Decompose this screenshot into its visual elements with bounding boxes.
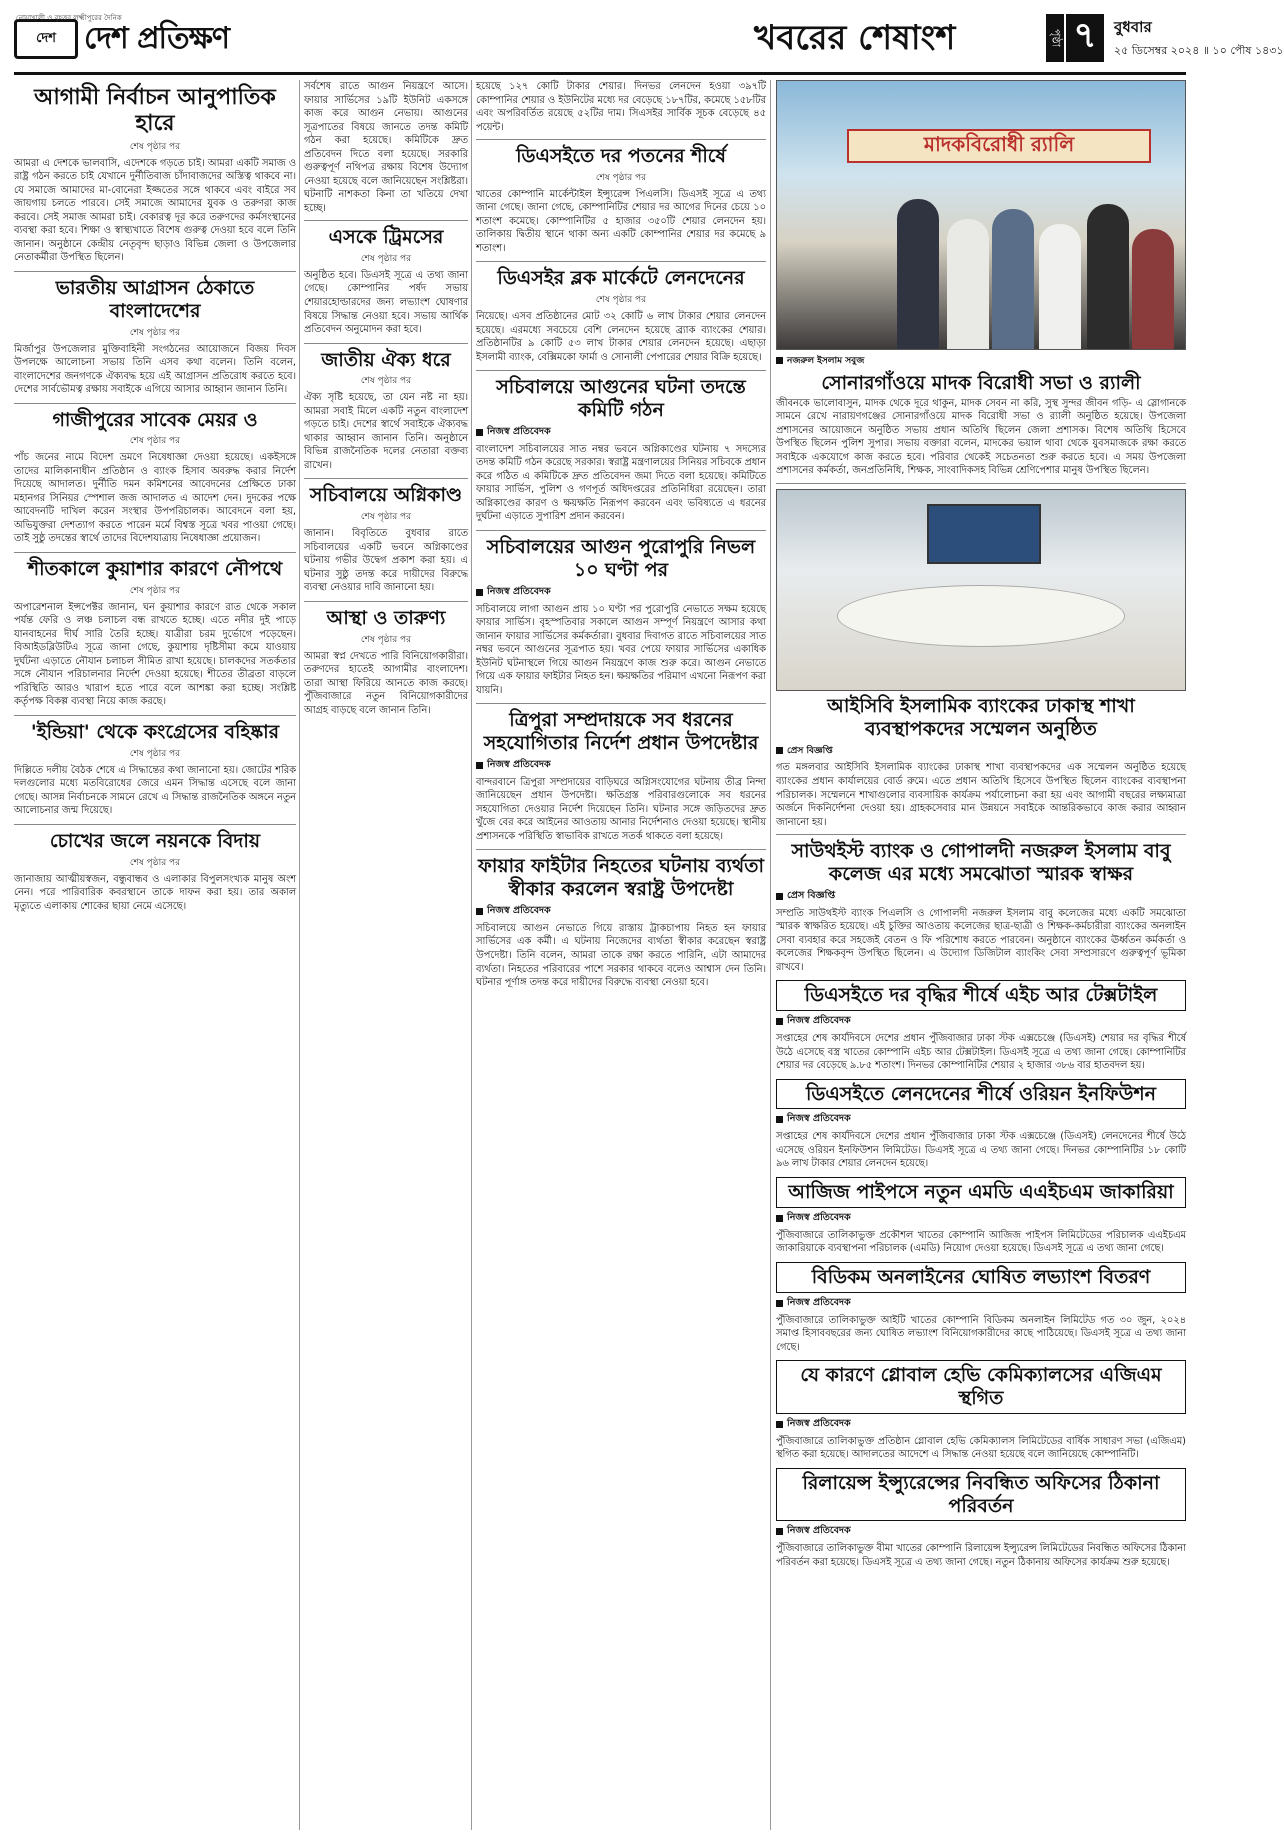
column-divider [770, 80, 771, 1830]
logo-tagline: নোয়াখালী ও বৃহত্তর লক্ষ্মীপুরের দৈনিক [16, 14, 122, 22]
rally-photo [776, 80, 1186, 350]
person-figure [1132, 229, 1174, 349]
rally-banner: মাদকবিরোধী র‍্যালি [847, 129, 1151, 163]
photo-credit [776, 353, 1186, 368]
article-body: আমরা এ দেশকে ভালবাসি, এদেশকে গড়তে চাই। আমরা একটি সমাজ ও রাষ্ট্র গঠন করতে চাই যেখানে দুর্নীতিবাজ চাঁদাবাজদের অস্তিত্ব থাকবে না। যে সমাজে আমাদের মা-বোনেরা ইজ্জতের সঙ্গে থাকবে এবং বাইরে সব জায়গায় চলতে পারবে। সেই সমাজে আমাদের যুবক ও তরুণরা কাজ করবে। সেই সমাজ আমরা চাই। বেকারত্ব দূর করে তরুণদের কর্মসংস্থানের ব্যবস্থা করা হবে। শিক্ষা ও স্বাস্থ্যখাতে বিশেষ গুরুত্ব দেওয়া হবে বলে তিনি জানান। অনুষ্ঠানে কেন্দ্রীয় নেতৃবৃন্দ ছাড়াও বিভিন্ন জেলা ও উপজেলার নেতাকর্মীরা উপস্থিত ছিলেন। [14, 157, 296, 264]
column-divider [299, 80, 300, 1830]
bullet-icon [776, 1018, 783, 1025]
article-body: পুঁজিবাজারে তালিকাভুক্ত আইটি খাতের কোম্পানি বিডিকম অনলাইন লিমিটেড গত ৩০ জুন, ২০২৪ সমাপ্ত হিসাববছরের জন্য ঘোষিত লভ্যাংশ বিনিয়োগকারীদের কাছে পাঠিয়েছে। ডিএসই সূত্রে এ তথ্য জানা গেছে। [776, 1314, 1186, 1353]
byline-text: নিজস্ব প্রতিবেদক [787, 1525, 851, 1537]
divider [776, 834, 1186, 835]
projector-screen [927, 504, 1041, 564]
person-figure [1039, 224, 1081, 349]
headline: সাউথইস্ট ব্যাংক ও গোপালদী নজরুল ইসলাম বাবু কলেজ এর মধ্যে সমঝোতা স্মারক স্বাক্ষর [791, 840, 1171, 885]
divider [476, 703, 766, 704]
divider [476, 139, 766, 140]
divider [14, 715, 296, 716]
continued-label: শেষ পৃষ্ঠার পর [129, 141, 181, 152]
article-body: মির্জাপুর উপজেলার মুক্তিবাহিনী সংগঠনের আয়োজনে বিজয় দিবস উপলক্ষে আলোচনা সভায় তিনি এসব কথা বলেন। তিনি বলেন, বাংলাদেশের জনগণকে ঐক্যবদ্ধ হয়ে এই আগ্রাসন প্রতিরোধ করতে হবে। দেশের সার্বভৌমত্ব রক্ষায় সবাইকে এগিয়ে আসার আহ্বান জানান তিনি। [14, 343, 296, 396]
headline: ডিএসইর ব্লক মার্কেটে লেনদেনের [497, 267, 745, 290]
masthead [14, 10, 1284, 75]
newspaper-logo [14, 14, 229, 64]
article-body: জীবনকে ভালোবাসুন, মাদক থেকে দূরে থাকুন, মাদক সেবন না করি, সুস্থ সুন্দর জীবন গড়ি- এ স্লোগানকে সামনে রেখে নারায়ণগঞ্জের সোনারগাঁওয়ে মাদক বিরোধী সভা ও র‍্যালী অনুষ্ঠিত হয়েছে। উপজেলা প্রশাসনের আয়োজনে অনুষ্ঠিত সভায় প্রধান অতিথি ছিলেন জেলা প্রশাসক। বিশেষ অতিথি হিসেবে উপস্থিত ছিলেন পুলিশ সুপার। সভায় বক্তারা বলেন, মাদকের ভয়াল থাবা থেকে যুবসমাজকে রক্ষা করতে সবাইকে একযোগে কাজ করতে হবে। পরিবার থেকেই সচেতনতা শুরু করতে হবে। এ সময় উপজেলা প্রশাসনের কর্মকর্তা, জনপ্রতিনিধি, শিক্ষক, সাংবাদিকসহ বিভিন্ন শ্রেণিপেশার মানুষ উপস্থিত ছিলেন। [776, 397, 1186, 477]
headline: ভারতীয় আগ্রাসন ঠেকাতে বাংলাদেশের [55, 276, 255, 322]
person-figure [947, 219, 989, 349]
headline: ফায়ার ফাইটার নিহতের ঘটনায় ব্যর্থতা স্বীকার করলেন স্বরাষ্ট্র উপদেষ্টা [478, 855, 764, 901]
article [14, 409, 296, 546]
continued-label: শেষ পৃষ্ঠার পর [129, 436, 181, 447]
headline: ডিএসইতে লেনদেনের শীর্ষে ওরিয়ন ইনফিউশন [776, 1079, 1186, 1110]
article-body: বাংলাদেশ সচিবালয়ের সাত নম্বর ভবনে অগ্নিকাণ্ডের ঘটনায় ৭ সদস্যের তদন্ত কমিটি গঠন করেছে সরকার। স্বরাষ্ট্র মন্ত্রণালয়ের সিনিয়র সচিবকে প্রধান করে গঠিত এ কমিটিকে দ্রুত প্রতিবেদন জমা দিতে বলা হয়েছে। কমিটিতে ফায়ার সার্ভিস, পুলিশ ও গণপূর্ত অধিদপ্তরের প্রতিনিধিরা রয়েছেন। তারা অগ্নিকাণ্ডের কারণ ও ক্ষয়ক্ষতি নিরূপণ করবেন এবং ভবিষ্যতে এ ধরনের দুর্ঘটনা এড়াতে সুপারিশ প্রদান করবেন। [476, 443, 766, 523]
divider [14, 824, 296, 825]
article-body: অপারেশনাল ইন্সপেক্টর জানান, ঘন কুয়াশার কারণে রাত থেকে সকাল পর্যন্ত ফেরি ও লঞ্চ চলাচল বন্ধ রাখতে হচ্ছে। এতে নদীর দুই পাড়ে যানবাহনের দীর্ঘ সারি তৈরি হচ্ছে। যাত্রীরা চরম দুর্ভোগে পড়েছেন। বিআইডব্লিউটিএ সূত্রে জানা গেছে, কুয়াশায় দৃষ্টিসীমা কমে যাওয়ায় দুর্ঘটনা এড়াতে নৌযান চলাচল সীমিত রাখা হয়েছে। চালকদের সতর্কতার সঙ্গে নৌযান পরিচালনার নির্দেশ দেওয়া হয়েছে। শীতের তীব্রতা বাড়লে পরিস্থিতি আরও খারাপ হতে পারে বলে আশঙ্কা করা হচ্ছে। সংশ্লিষ্ট কর্তৃপক্ষ বিকল্প ব্যবস্থা নিয়ে কাজ করছে। [14, 601, 296, 708]
byline-text: নিজস্ব প্রতিবেদক [487, 758, 551, 770]
article-body: পুঁজিবাজারে তালিকাভুক্ত বীমা খাতের কোম্পানি রিলায়েন্স ইন্স্যুরেন্স লিমিটেডের নিবন্ধিত অফিসের ঠিকানা পরিবর্তন করা হয়েছে। ডিএসই সূত্রে এ তথ্য জানা গেছে। নতুন ঠিকানায় অফিসের কার্যক্রম শুরু হয়েছে। [776, 1543, 1186, 1568]
divider [476, 530, 766, 531]
continued-label: শেষ পৃষ্ঠার পর [360, 376, 412, 387]
article [14, 721, 296, 818]
headline: শীতকালে কুয়াশার কারণে নৌপথে [27, 557, 283, 580]
headline: সচিবালয়ের আগুন পুরোপুরি নিভল ১০ ঘণ্টা পর [486, 535, 756, 581]
article-body: পাঁচ জনের নামে বিদেশ ভ্রমণে নিষেধাজ্ঞা দেওয়া হয়েছে। একইসঙ্গে তাদের মালিকানাধীন প্রতিষ্ঠান ও ব্যাংক হিসাব অবরুদ্ধ করার নির্দেশ দিয়েছে আদালত। দুর্নীতি দমন কমিশনের আবেদনের প্রেক্ষিতে ঢাকা মহানগর সিনিয়র স্পেশাল জজ আদালত এ আদেশ দেন। দুদকের পক্ষে আবেদনটি দাখিল করেন সংস্থার উপপরিচালক। আবেদনে বলা হয়, অভিযুক্তরা দেশত্যাগ করতে পারেন মর্মে বিশ্বস্ত সূত্রে খবর পাওয়া গেছে। তাই সুষ্ঠু তদন্তের স্বার্থে তাদের বিদেশযাত্রায় নিষেধাজ্ঞা প্রয়োজন। [14, 452, 296, 545]
headline: ডিএসইতে দর পতনের শীর্ষে [516, 145, 726, 168]
bullet-icon [476, 762, 483, 769]
person-figure [897, 199, 939, 349]
article-body: পুঁজিবাজারে তালিকাভুক্ত প্রতিষ্ঠান গ্লোবাল হেভি কেমিক্যালস লিমিটেডের বার্ষিক সাধারণ সভা (এজিএম) স্থগিত করা হয়েছে। আদালতের আদেশে এ সিদ্ধান্ত নেওয়া হয়েছে বলে জানিয়েছে কোম্পানিটি। [776, 1435, 1186, 1461]
byline [776, 889, 1186, 904]
article [304, 226, 468, 336]
issue-day: বুধবার [1114, 18, 1152, 36]
bullet-icon [476, 429, 483, 436]
issue-date: ২৫ ডিসেম্বর ২০২৪ ॥ ১০ পৌষ ১৪৩১ [1114, 44, 1284, 57]
byline [476, 904, 766, 919]
headline: জাতীয় ঐক্য ধরে [321, 348, 451, 371]
article [776, 1079, 1186, 1171]
section-title: খবরের শেষাংশ [754, 18, 956, 58]
byline [776, 1014, 1186, 1029]
article-body: হয়েছে ১২৭ কোটি টাকার শেয়ার। দিনভর লেনদেন হওয়া ৩৯৭টি কোম্পানির শেয়ার ও ইউনিটের মধ্যে দর বেড়েছে ১৮৭টির, কমেছে ১৫৮টির এবং অপরিবর্তিত রয়েছে ৫২টির দাম। সিএসইর সার্বিক সূচক বেড়েছে ৪৫ পয়েন্ট। [476, 81, 766, 133]
article [776, 1360, 1186, 1462]
divider [776, 483, 1186, 484]
article-body: অনুষ্ঠিত হবে। ডিএসই সূত্রে এ তথ্য জানা গেছে। কোম্পানির পর্ষদ সভায় শেয়ারহোল্ডারদের জন্য লভ্যাংশ ঘোষণার বিষয়ে সিদ্ধান্ত নেওয়া হবে। সভায় আর্থিক প্রতিবেদন অনুমোদন করা হবে। [304, 269, 468, 336]
continued-label: শেষ পৃষ্ঠার পর [129, 585, 181, 596]
divider [14, 552, 296, 553]
headline: ডিএসইতে দর বৃদ্ধির শীর্ষে এইচ আর টেক্সটাইল [776, 980, 1186, 1011]
divider [304, 601, 468, 602]
byline [776, 1417, 1186, 1432]
article [14, 84, 296, 265]
page-number: ৭ [1066, 14, 1104, 62]
article [14, 830, 296, 913]
headline: আইসিবি ইসলামিক ব্যাংকের ঢাকাস্থ শাখা ব্যবস্থাপকদের সম্মেলন অনুষ্ঠিত [827, 694, 1135, 740]
paper-name: দেশ প্রতিক্ষণ [84, 20, 230, 56]
article-body: সপ্তাহের শেষ কার্যদিবসে দেশের প্রধান পুঁজিবাজার ঢাকা স্টক এক্সচেঞ্জে (ডিএসই) লেনদেনের শীর্ষে উঠে এসেছে ওরিয়ন ইনফিউশন লিমিটেড। ডিএসই সূত্রে এ তথ্য জানা গেছে। দিনভর কোম্পানিটির ১৮ কোটি ৯৬ লাখ টাকার শেয়ার লেনদেন হয়েছে। [776, 1131, 1186, 1170]
bullet-icon [476, 589, 483, 596]
bullet-icon [776, 1421, 783, 1428]
article [776, 980, 1186, 1072]
article-body: খাতের কোম্পানি মার্কেন্টাইল ইন্স্যুরেন্স পিএলসি। ডিএসই সূত্রে এ তথ্য জানা গেছে। জানা গেছে, কোম্পানিটির শেয়ার দর আগের দিনের চেয়ে ১০ শতাংশ কমেছে। কোম্পানিটির ৫ হাজার ৩৫০টি শেয়ার লেনদেন হয়। তালিকায় দ্বিতীয় স্থানে থাকা অন্য একটি কোম্পানির শেয়ার দর কমেছে ৯ শতাংশ। [476, 188, 766, 254]
article [304, 607, 468, 717]
divider [304, 343, 468, 344]
bullet-icon [776, 1528, 783, 1535]
headline: গাজীপুরের সাবেক মেয়র ও [52, 408, 258, 431]
article [476, 709, 766, 843]
article [776, 1177, 1186, 1256]
divider [476, 370, 766, 371]
headline: আগামী নির্বাচন আনুপাতিক হারে [34, 84, 276, 137]
byline-text: প্রেস বিজ্ঞপ্তি [787, 889, 836, 901]
headline: রিলায়েন্স ইন্স্যুরেন্সের নিবন্ধিত অফিসের ঠিকানা পরিবর্তন [776, 1468, 1186, 1522]
article-body: সম্প্রতি সাউথইস্ট ব্যাংক পিএলসি ও গোপালদী নজরুল ইসলাম বাবু কলেজের মধ্যে একটি সমঝোতা স্মারক স্বাক্ষরিত হয়েছে। এই চুক্তির আওতায় কলেজের ছাত্র-ছাত্রী ও শিক্ষক-কর্মচারীরা ব্যাংকের অনলাইন সেবা ব্যবহার করে সহজেই বেতন ও ফি পরিশোধ করতে পারবেন। অনুষ্ঠানে ব্যাংকের ঊর্ধ্বতন কর্মকর্তা ও কলেজের শিক্ষকবৃন্দ উপস্থিত ছিলেন। এ উদ্যোগ ডিজিটাল ব্যাংকিং সেবা সম্প্রসারণে গুরুত্বপূর্ণ ভূমিকা রাখবে। [776, 907, 1186, 973]
article [476, 536, 766, 697]
byline-text: নিজস্ব প্রতিবেদক [787, 1113, 851, 1125]
article [476, 376, 766, 524]
continued-label: শেষ পৃষ্ঠার পর [595, 172, 647, 183]
bullet-icon [776, 1300, 783, 1307]
continued-label: শেষ পৃষ্ঠার পর [360, 634, 412, 645]
article [14, 558, 296, 709]
article [476, 855, 766, 989]
bullet-icon [776, 357, 783, 364]
article-body: নিয়েছে। এসব প্রতিষ্ঠানের মোট ৩২ কোটি ৬ লাখ টাকার শেয়ার লেনদেন হয়েছে। এরমধ্যে সবচেয়ে বেশি লেনদেন হয়েছে ব্র্যাক ব্যাংকের শেয়ার। প্রতিষ্ঠানটির ৯ কোটি ৫৩ লাখ টাকার শেয়ার লেনদেন হয়েছে। এছাড়া ইসলামী ব্যাংক, বেক্সিমকো ফার্মা ও সোনালী পেপারের শেয়ার বিক্রি হয়েছে। [476, 311, 766, 363]
article-body: সচিবালয়ে লাগা আগুন প্রায় ১০ ঘণ্টা পর পুরোপুরি নেভাতে সক্ষম হয়েছে ফায়ার সার্ভিস। বৃহস্পতিবার সকালে আগুন সম্পূর্ণ নিয়ন্ত্রণে আসার কথা জানান ফায়ার সার্ভিসের কর্মকর্তারা। বুধবার দিবাগত রাতে সচিবালয়ের সাত নম্বর ভবনে আগুনের সূত্রপাত হয়। খবর পেয়ে ফায়ার সার্ভিসের একাধিক ইউনিট ঘটনাস্থলে গিয়ে আগুন নিয়ন্ত্রণে কাজ শুরু করে। আগুন নেভাতে গিয়ে এক ফায়ার ফাইটার নিহত হন। ক্ষয়ক্ষতির পরিমাণ এখনো নিরূপণ করা যায়নি। [476, 603, 766, 696]
page-number-box [1046, 14, 1104, 62]
column-2 [304, 80, 468, 1830]
continued-label: শেষ পৃষ্ঠার পর [360, 512, 412, 523]
article-body: আমরা স্বপ্ন দেখতে পারি বিনিয়োগকারীরা। তরুণদের হাতেই আগামীর বাংলাদেশ। তারা আস্থা ফিরিয়ে আনতে কাজ করছে। পুঁজিবাজারে নতুন বিনিয়োগকারীদের আগ্রহ বাড়ছে বলে জানান তিনি। [304, 650, 468, 716]
headline: আজিজ পাইপসে নতুন এমডি এএইচএম জাকারিয়া [776, 1177, 1186, 1208]
bullet-icon [776, 893, 783, 900]
divider [14, 403, 296, 404]
headline: চোখের জলে নয়নকে বিদায় [49, 829, 261, 852]
column-3 [476, 80, 766, 1830]
bullet-icon [776, 1116, 783, 1123]
continued-label: শেষ পৃষ্ঠার পর [129, 327, 181, 338]
article [776, 1262, 1186, 1354]
continued-label: শেষ পৃষ্ঠার পর [129, 857, 181, 868]
byline-text: নিজস্ব প্রতিবেদক [787, 1296, 851, 1308]
article-body: সপ্তাহের শেষ কার্যদিবসে দেশের প্রধান পুঁজিবাজার ঢাকা স্টক এক্সচেঞ্জে (ডিএসই) শেয়ার দর বৃদ্ধির শীর্ষে উঠে এসেছে বস্ত্র খাতের কোম্পানি এইচ আর টেক্সটাইল। ডিএসই সূত্রে এ তথ্য জানা গেছে। কোম্পানিটির শেয়ার দর বেড়েছে ৯.৮৫ শতাংশ। দিনভর কোম্পানিটির শেয়ার ২ হাজার ৩৮৬ বার হাতবদল হয়। [776, 1033, 1186, 1072]
byline [776, 1112, 1186, 1127]
byline-text: নিজস্ব প্রতিবেদক [787, 1211, 851, 1223]
divider [304, 478, 468, 479]
bullet-icon [776, 1215, 783, 1222]
article [476, 267, 766, 364]
column-1 [14, 80, 296, 1830]
photo-credit [776, 743, 1186, 758]
byline-text: নিজস্ব প্রতিবেদক [487, 904, 551, 916]
column-4 [776, 80, 1186, 1830]
headline: সচিবালয়ে আগুনের ঘটনা তদন্তে কমিটি গঠন [496, 376, 746, 422]
byline-text: নিজস্ব প্রতিবেদক [787, 1015, 851, 1027]
byline [476, 425, 766, 440]
article [304, 349, 468, 473]
article-body: বান্দরবানে ত্রিপুরা সম্প্রদায়ের বাড়িঘরে অগ্নিসংযোগের ঘটনায় তীব্র নিন্দা জানিয়েছেন প্রধান উপদেষ্টা। ক্ষতিগ্রস্ত পরিবারগুলোকে সব ধরনের সহযোগিতা দেওয়ার নির্দেশ দিয়েছেন তিনি। ঘটনার সঙ্গে জড়িতদের দ্রুত খুঁজে বের করে আইনের আওতায় আনার নির্দেশনাও দেওয়া হয়েছে। স্থানীয় প্রশাসনকে পরিস্থিতি স্বাভাবিক রাখতে সতর্ক থাকতে বলা হয়েছে। [476, 776, 766, 842]
divider [304, 220, 468, 221]
divider [476, 849, 766, 850]
page-word: পৃষ্ঠা [1046, 14, 1064, 62]
headline: যে কারণে গ্লোবাল হেভি কেমিক্যালসের এজিএম স্থগিত [776, 1360, 1186, 1414]
divider [14, 271, 296, 272]
credit-text: নজরুল ইসলাম সবুজ [787, 356, 865, 366]
logo-mark: দেশ [14, 19, 78, 59]
article-body: জানাজায় আত্মীয়স্বজন, বন্ধুবান্ধব ও এলাকার বিপুলসংখ্যক মানুষ অংশ নেন। পরে পারিবারিক কবরস্থানে তাকে দাফন করা হয়। তার অকাল মৃত্যুতে এলাকায় শোকের ছায়া নেমে এসেছে। [14, 873, 296, 912]
continued-label: শেষ পৃষ্ঠার পর [360, 253, 412, 264]
byline-text: নিজস্ব প্রতিবেদক [487, 585, 551, 597]
person-figure [1087, 204, 1129, 349]
bullet-icon [476, 908, 483, 915]
article [14, 277, 296, 397]
byline [776, 1211, 1186, 1226]
article-body: গত মঙ্গলবার আইসিবি ইসলামিক ব্যাংকের ঢাকাস্থ শাখা ব্যবস্থাপকদের এক সম্মেলন অনুষ্ঠিত হয়েছে ব্যাংকের প্রধান কার্যালয়ের বোর্ড রুমে। এতে প্রধান অতিথি হিসেবে উপস্থিত ছিলেন ব্যাংকের ব্যবস্থাপনা পরিচালক। সম্মেলনে শাখাগুলোর ব্যবসায়িক কার্যক্রম পর্যালোচনা করা হয় এবং আগামী বছরের লক্ষ্যমাত্রা অর্জনে দিকনির্দেশনা দেওয়া হয়। গ্রাহকসেবার মান উন্নয়নে সবাইকে আন্তরিকভাবে কাজ করার আহ্বান জানানো হয়। [776, 762, 1186, 828]
headline: আস্থা ও তারুণ্য [326, 606, 446, 629]
article [776, 1468, 1186, 1570]
headline: সচিবালয়ে অগ্নিকাণ্ড [309, 484, 463, 507]
article [776, 840, 1186, 974]
article-body: সচিবালয়ে আগুন নেভাতে গিয়ে রাস্তায় ট্রাকচাপায় নিহত হন ফায়ার সার্ভিসের এক কর্মী। এ ঘটনায় নিজেদের ব্যর্থতা স্বীকার করেছেন স্বরাষ্ট্র উপদেষ্টা। তিনি বলেন, আমরা তাকে রক্ষা করতে পারিনি, এটা আমাদের ব্যর্থতা। নিহতের পরিবারের পাশে সরকার থাকবে বলেও আশ্বাস দেন তিনি। ঘটনার পূর্ণাঙ্গ তদন্ত করে দায়ীদের বিরুদ্ধে ব্যবস্থা নেওয়া হবে। [476, 922, 766, 989]
article-body: ঐক্য সৃষ্টি হয়েছে, তা যেন নষ্ট না হয়। আমরা সবাই মিলে একটি নতুন বাংলাদেশ গড়তে চাই। দেশের স্বার্থে সবাইকে ঐক্যবদ্ধ থাকার আহ্বান জানান তিনি। অনুষ্ঠানে বিভিন্ন রাজনৈতিক দলের নেতারা বক্তব্য রাখেন। [304, 392, 468, 471]
headline: বিডিকম অনলাইনের ঘোষিত লভ্যাংশ বিতরণ [776, 1262, 1186, 1293]
conference-photo [776, 489, 1186, 691]
headline: এসকে ট্রিমসের [328, 226, 444, 249]
headline: 'ইন্ডিয়া' থেকে কংগ্রেসের বহিষ্কার [30, 720, 280, 743]
byline-text: নিজস্ব প্রতিবেদক [787, 1417, 851, 1429]
headline: সোনারগাঁওয়ে মাদক বিরোধী সভা ও র‍্যালী [821, 372, 1141, 394]
byline [776, 1524, 1186, 1539]
article [476, 145, 766, 255]
column-divider [471, 80, 472, 1830]
article-body: দিল্লিতে দলীয় বৈঠক শেষে এ সিদ্ধান্তের কথা জানানো হয়। জোটের শরিক দলগুলোর মধ্যে মতবিরোধের জেরে এমন সিদ্ধান্ত এসেছে বলে জানা গেছে। আসন্ন নির্বাচনকে সামনে রেখে এ সিদ্ধান্ত রাজনৈতিক অঙ্গনে নতুন আলোচনার জন্ম দিয়েছে। [14, 764, 296, 817]
article [304, 484, 468, 594]
bullet-icon [776, 747, 783, 754]
credit-text: প্রেস বিজ্ঞপ্তি [787, 746, 833, 757]
article-body: সর্বশেষ রাতে আগুন নিয়ন্ত্রণে আসে। ফায়ার সার্ভিসের ১৯টি ইউনিট একসঙ্গে কাজ করে আগুন নেভায়। আগুনের সূত্রপাতের বিষয়ে জানতে তদন্ত কমিটি গঠন করা হয়েছে। কমিটিকে দ্রুত প্রতিবেদন দিতে বলা হয়েছে। সরকারি গুরুত্বপূর্ণ নথিপত্র রক্ষায় বিশেষ উদ্যোগ নেওয়া হয়েছে বলে জানিয়েছেন সংশ্লিষ্টরা। ঘটনাটি নাশকতা কিনা তা খতিয়ে দেখা হচ্ছে। [304, 81, 468, 214]
byline [476, 585, 766, 600]
byline-text: নিজস্ব প্রতিবেদক [487, 425, 551, 437]
headline: ত্রিপুরা সম্প্রদায়কে সব ধরনের সহযোগিতার নির্দেশ প্রধান উপদেষ্টার [483, 709, 759, 754]
divider [476, 261, 766, 262]
article-body: পুঁজিবাজারে তালিকাভুক্ত প্রকৌশল খাতের কোম্পানি আজিজ পাইপস লিমিটেডের পরিচালক এএইচএম জাকারিয়াকে ব্যবস্থাপনা পরিচালক (এমডি) নিয়োগ দেওয়া হয়েছে। ডিএসই সূত্রে এ তথ্য জানা গেছে। [776, 1229, 1186, 1255]
person-figure [992, 209, 1034, 349]
continued-label: শেষ পৃষ্ঠার পর [595, 295, 647, 306]
continued-label: শেষ পৃষ্ঠার পর [129, 748, 181, 759]
article-body: জানান। বিবৃতিতে বুধবার রাতে সচিবালয়ের একটি ভবনে অগ্নিকাণ্ডের ঘটনায় গভীর উদ্বেগ প্রকাশ করা হয়। এ ঘটনার সুষ্ঠু তদন্ত করে দায়ীদের বিরুদ্ধে ব্যবস্থা নেওয়ার দাবি জানানো হয়। [304, 528, 468, 594]
byline [476, 758, 766, 773]
byline [776, 1296, 1186, 1311]
conference-table [837, 585, 1125, 647]
